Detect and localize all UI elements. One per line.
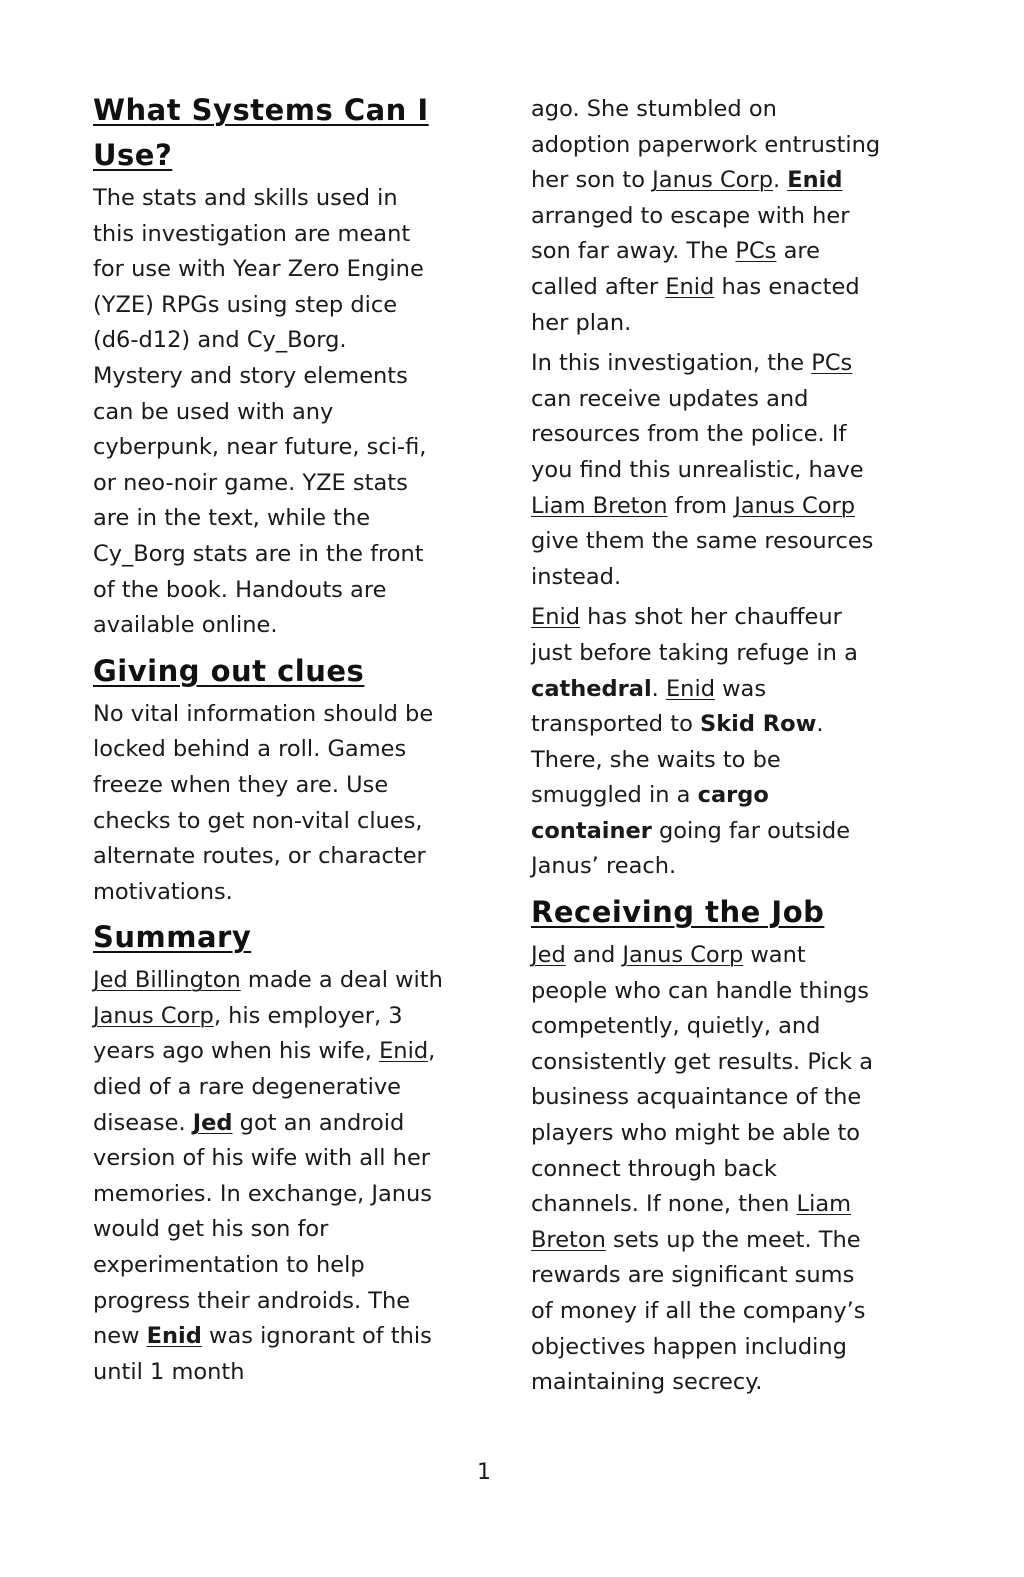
link-jed-billington[interactable]: Jed Billington [93, 967, 241, 994]
heading-giving-clues: Giving out clues [93, 653, 365, 688]
link-enid[interactable]: Enid [379, 1038, 429, 1065]
link-pcs[interactable]: PCs [735, 238, 777, 265]
heading-what-systems: What Systems Can I Use? [93, 93, 429, 172]
link-janus-corp[interactable]: Janus Corp [734, 492, 856, 519]
paragraph-systems: The stats and skills used in this investigation are meant for use with Year Zero Engine (YZE) RPGs using step dice (d6-d12) and Cy_Borg. Mystery and story elements can be used with any cyberpunk, near future, sci-fi, or neo-noir game. YZE stats are in the text, while the Cy_Borg stats are in the front of the book. Handouts are available online. [93, 185, 427, 639]
paragraph-receiving-job: Jed and Janus Corp want people who can handle things competently, quietly, and consistently get results. Pick a business acquaintance of the players who might be able to connect through back channels. If none, then Liam Breton sets up the meet. The rewards are significant sums of money if all the company’s objectives happen including maintaining secrecy. [531, 942, 874, 1396]
link-janus-corp[interactable]: Janus Corp [93, 1002, 214, 1029]
link-liam-breton[interactable]: Liam Breton [531, 492, 668, 519]
link-enid[interactable]: Enid [531, 604, 581, 631]
heading-summary: Summary [93, 920, 252, 955]
keyword-skid-row: Skid Row [699, 711, 817, 738]
link-liam-breton[interactable]: Liam Breton [531, 1191, 852, 1253]
link-enid-bold[interactable]: Enid [787, 167, 843, 194]
paragraph-enid-escape: Enid has shot her chauffeur just before taking refuge in a cathedral. Enid was transported to Skid Row. There, she waits to be smuggled in a cargo container going far outside Janus’ reach. [531, 604, 858, 880]
keyword-cargo-container: cargo container [531, 782, 769, 844]
paragraph-clues: No vital information should be locked behind a roll. Games freeze when they are. Use checks to get non-vital clues, alternate routes, or character motivations. [93, 700, 434, 905]
link-janus-corp[interactable]: Janus Corp [622, 942, 744, 969]
link-pcs[interactable]: PCs [811, 350, 853, 377]
paragraph-summary: Jed Billington made a deal with Janus Corp, his employer, 3 years ago when his wife, Enid, died of a rare degenerative disease. Jed got an android version of his wife with all her memories. In exchange, Janus would get his son for experimentation to help progress their androids. The new Enid was ignorant of this until 1 month [93, 967, 443, 1385]
link-jed[interactable]: Jed [531, 942, 566, 969]
paragraph-police: In this investigation, the PCs can receive updates and resources from the police. If you find this unrealistic, have Liam Breton from Janus Corp give them the same resources instead. [531, 350, 874, 590]
paragraph-summary-continued: ago. She stumbled on adoption paperwork entrusting her son to Janus Corp. Enid arranged to escape with her son far away. The PCs are called after Enid has enacted her plan. [531, 96, 881, 336]
left-column [93, 88, 443, 1395]
link-janus-corp[interactable]: Janus Corp [652, 167, 773, 194]
keyword-cathedral: cathedral [531, 675, 652, 702]
heading-receiving-job: Receiving the Job [531, 895, 825, 930]
right-column [531, 88, 881, 1406]
link-enid[interactable]: Enid [665, 675, 715, 702]
link-jed[interactable]: Jed [192, 1109, 233, 1136]
link-enid[interactable]: Enid [665, 273, 715, 300]
page-number: 1 [477, 1460, 491, 1485]
link-enid-bold[interactable]: Enid [146, 1323, 202, 1350]
